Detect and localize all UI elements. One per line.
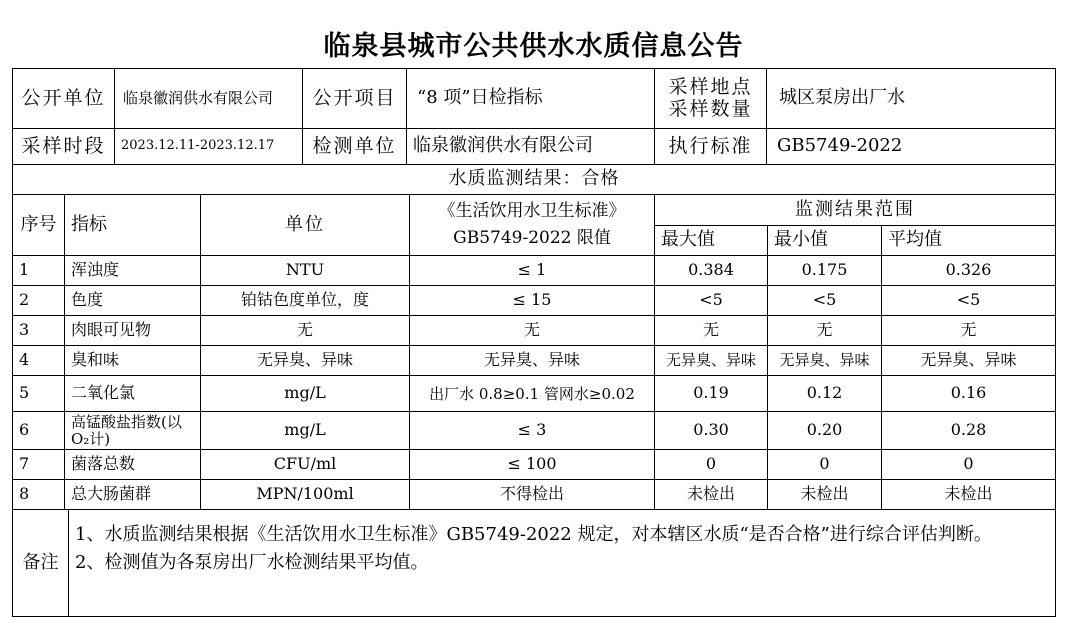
row-8-max: 未检出 (655, 480, 768, 510)
row-5-unit: mg/L (201, 376, 410, 412)
row-3-limit: 无 (410, 316, 655, 346)
row-1-no: 1 (13, 256, 65, 286)
header-min: 最小值 (768, 226, 882, 256)
row-8-unit: MPN/100ml (201, 480, 410, 510)
tester-label: 检测单位 (303, 129, 407, 165)
row-4-avg: 无异臭、异味 (882, 346, 1055, 376)
header-limit (410, 195, 655, 256)
row-7-name: 菌落总数 (65, 450, 201, 480)
row-3-no: 3 (13, 316, 65, 346)
notes-label: 备注 (13, 510, 69, 616)
row-6-max: 0.30 (655, 412, 768, 450)
header-max: 最大值 (655, 226, 768, 256)
header-unit: 单位 (201, 195, 410, 256)
header-index: 序号 (13, 195, 65, 256)
row-5-min: 0.12 (768, 376, 882, 412)
water-quality-table (12, 68, 1056, 617)
row-6-no: 6 (13, 412, 65, 450)
publisher-label: 公开单位 (13, 69, 115, 129)
header-range: 监测结果范围 (655, 195, 1055, 226)
row-7-no: 7 (13, 450, 65, 480)
row-8-no: 8 (13, 480, 65, 510)
row-2-no: 2 (13, 286, 65, 316)
row-4-unit: 无异臭、异味 (201, 346, 410, 376)
row-8-limit: 不得检出 (410, 480, 655, 510)
period-value: 2023.12.11-2023.12.17 (115, 129, 303, 165)
row-5-limit: 出厂水 0.8≥0.1 管网水≥0.02 (410, 376, 655, 412)
row-4-max: 无异臭、异味 (655, 346, 768, 376)
row-6-avg: 0.28 (882, 412, 1055, 450)
row-2-max: <5 (655, 286, 768, 316)
row-1-unit: NTU (201, 256, 410, 286)
row-6-limit: ≤ 3 (410, 412, 655, 450)
row-1-avg: 0.326 (882, 256, 1055, 286)
site-label-line2: 采样数量 (668, 97, 753, 120)
row-2-limit: ≤ 15 (410, 286, 655, 316)
row-8-min: 未检出 (768, 480, 882, 510)
row-7-unit: CFU/ml (201, 450, 410, 480)
row-4-min: 无异臭、异味 (768, 346, 882, 376)
row-7-max: 0 (655, 450, 768, 480)
note-1: 1、水质监测结果根据《生活饮用水卫生标准》GB5749-2022 规定，对本辖区水质“是否合格”进行综合评估判断。 (75, 524, 992, 545)
row-6-unit: mg/L (201, 412, 410, 450)
tester-value: 临泉徽润供水有限公司 (407, 129, 655, 165)
row-2-avg: <5 (882, 286, 1055, 316)
note-2: 2、检测值为各泵房出厂水检测结果平均值。 (75, 552, 429, 573)
row-7-avg: 0 (882, 450, 1055, 480)
site-label-line1: 采样地点 (668, 75, 753, 98)
row-7-min: 0 (768, 450, 882, 480)
row-5-max: 0.19 (655, 376, 768, 412)
row-2-name: 色度 (65, 286, 201, 316)
row-5-avg: 0.16 (882, 376, 1055, 412)
row-1-min: 0.175 (768, 256, 882, 286)
row-1-name: 浑浊度 (65, 256, 201, 286)
header-limit-line2: GB5749-2022 限值 (453, 228, 611, 248)
result-line: 水质监测结果：合格 (13, 165, 1055, 195)
notes-content (69, 515, 1055, 617)
item-label: 公开项目 (303, 69, 407, 129)
row-1-max: 0.384 (655, 256, 768, 286)
row-7-limit: ≤ 100 (410, 450, 655, 480)
row-5-no: 5 (13, 376, 65, 412)
row-4-limit: 无异臭、异味 (410, 346, 655, 376)
row-4-no: 4 (13, 346, 65, 376)
publisher-value: 临泉徽润供水有限公司 (115, 69, 303, 129)
site-label (655, 69, 767, 129)
header-avg: 平均值 (882, 226, 1055, 256)
row-3-avg: 无 (882, 316, 1055, 346)
row-3-unit: 无 (201, 316, 410, 346)
row-8-name: 总大肠菌群 (65, 480, 201, 510)
row-2-min: <5 (768, 286, 882, 316)
row-3-max: 无 (655, 316, 768, 346)
row-4-name: 臭和味 (65, 346, 201, 376)
standard-value: GB5749-2022 (767, 129, 1055, 165)
row-3-name: 肉眼可见物 (65, 316, 201, 346)
page-title: 临泉县城市公共供水水质信息公告 (323, 31, 744, 62)
header-indicator: 指标 (65, 195, 201, 256)
site-value: 城区泵房出厂水 (767, 69, 1055, 129)
item-value: “8 项”日检指标 (407, 69, 655, 129)
row-8-avg: 未检出 (882, 480, 1055, 510)
header-limit-line1: 《生活饮用水卫生标准》 (438, 201, 626, 221)
row-6-name: 高锰酸盐指数(以O₂计) (65, 412, 201, 450)
period-label: 采样时段 (13, 129, 115, 165)
standard-label: 执行标准 (655, 129, 767, 165)
row-3-min: 无 (768, 316, 882, 346)
row-1-limit: ≤ 1 (410, 256, 655, 286)
row-2-unit: 铂钴色度单位，度 (201, 286, 410, 316)
row-6-min: 0.20 (768, 412, 882, 450)
row-5-name: 二氧化氯 (65, 376, 201, 412)
